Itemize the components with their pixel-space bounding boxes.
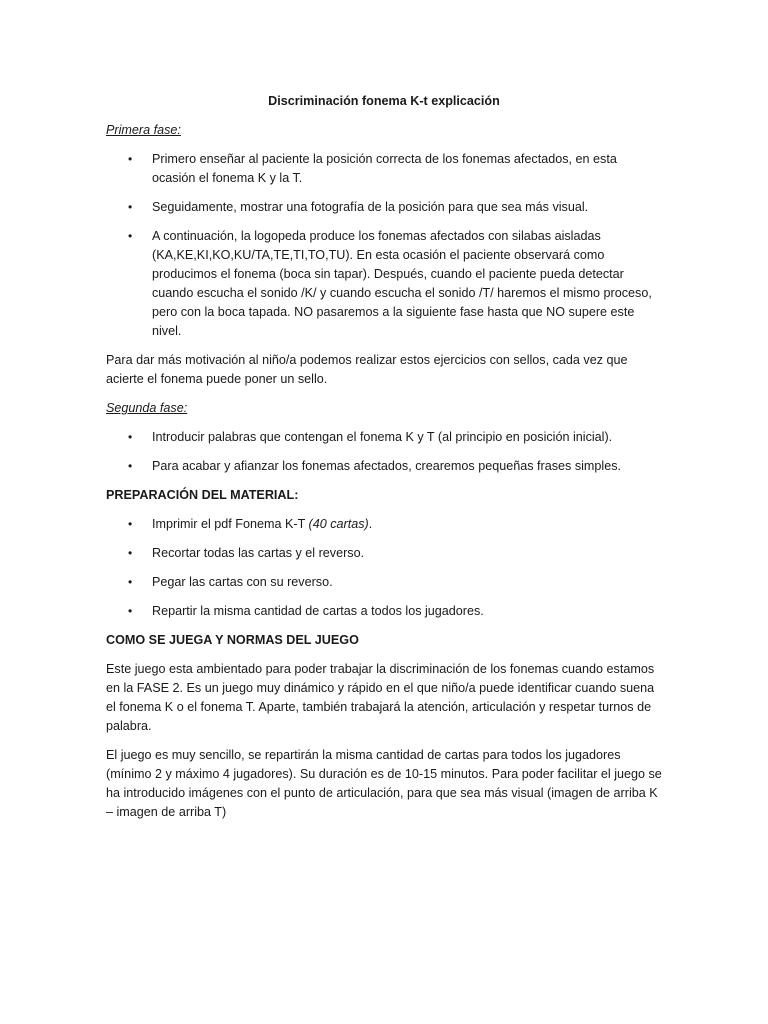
- bullet-icon: •: [128, 575, 133, 589]
- rules-heading: COMO SE JUEGA Y NORMAS DEL JUEGO: [106, 633, 359, 647]
- list-item: [106, 150, 662, 188]
- rules-paragraph-1: Este juego esta ambientado para poder trabajar la discriminación de los fonemas cuando estamos en la FASE 2. Es un juego muy dinámico y rápido en el que niño/a puede identificar cuando suena el fonema K o el fonema T. Aparte, también trabajará la atención, articulación y respetar turnos de palabra.: [106, 662, 655, 733]
- phase1-note: Para dar más motivación al niño/a podemos realizar estos ejercicios con sellos, cada vez que acierte el fonema puede poner un sello.: [106, 353, 628, 386]
- print-instruction-text: Imprimir el pdf Fonema K-T: [152, 517, 309, 531]
- list-item-text: Seguidamente, mostrar una fotografía de la posición para que sea más visual.: [152, 200, 589, 214]
- list-item: [106, 428, 662, 447]
- list-item-text: Para acabar y afianzar los fonemas afectados, crearemos pequeñas frases simples.: [152, 459, 622, 473]
- list-item: [106, 544, 662, 563]
- rules-paragraph-2: El juego es muy sencillo, se repartirán la misma cantidad de cartas para todos los jugadores (mínimo 2 y máximo 4 jugadores). Su duración es de 10-15 minutos. Para poder facilitar el juego se ha introducido imágenes con el punto de articulación, para que sea más visual (imagen de arriba K – imagen de arriba T): [106, 748, 662, 819]
- list-item-text: A continuación, la logopeda produce los fonemas afectados con silabas aisladas (KA,KE,KI,KO,KU/TA,TE,TI,TO,TU). En esta ocasión el paciente observará como producimos el fonema (boca sin tapar). Después, cuando el paciente pueda detectar cuando escucha el sonido /K/ y cuando escucha el sonido /T/ haremos el mismo proceso, pero con la boca tapada. NO pasaremos a la siguiente fase hasta que NO supere este nivel.: [152, 229, 652, 338]
- document-title: Discriminación fonema K-t explicación: [268, 94, 500, 108]
- list-item: [106, 227, 662, 341]
- list-item-text: [152, 517, 372, 531]
- phase1-list: [106, 150, 662, 341]
- list-item-text: Pegar las cartas con su reverso.: [152, 575, 333, 589]
- list-item-text: Repartir la misma cantidad de cartas a todos los jugadores.: [152, 604, 484, 618]
- list-item-text: Recortar todas las cartas y el reverso.: [152, 546, 365, 560]
- bullet-icon: •: [128, 200, 133, 214]
- material-list: [106, 515, 662, 621]
- phase2-label: Segunda fase:: [106, 401, 188, 415]
- bullet-icon: •: [128, 517, 133, 531]
- list-item: [106, 602, 662, 621]
- list-item: [106, 573, 662, 592]
- phase2-list: [106, 428, 662, 476]
- card-count-text: (40 cartas): [308, 517, 369, 531]
- bullet-icon: •: [128, 430, 133, 444]
- bullet-icon: •: [128, 604, 133, 618]
- list-item-text: Primero enseñar al paciente la posición correcta de los fonemas afectados, en esta ocasión el fonema K y la T.: [152, 152, 617, 185]
- bullet-icon: •: [128, 459, 133, 473]
- material-heading: PREPARACIÓN DEL MATERIAL:: [106, 488, 299, 502]
- bullet-icon: •: [128, 546, 133, 560]
- print-instruction-end: .: [368, 517, 373, 531]
- bullet-icon: •: [128, 229, 133, 243]
- list-item: [106, 515, 662, 534]
- list-item: [106, 198, 662, 217]
- phase1-label: Primera fase:: [106, 123, 181, 137]
- list-item-text: Introducir palabras que contengan el fonema K y T (al principio en posición inicial).: [152, 430, 613, 444]
- bullet-icon: •: [128, 152, 133, 166]
- list-item: [106, 457, 662, 476]
